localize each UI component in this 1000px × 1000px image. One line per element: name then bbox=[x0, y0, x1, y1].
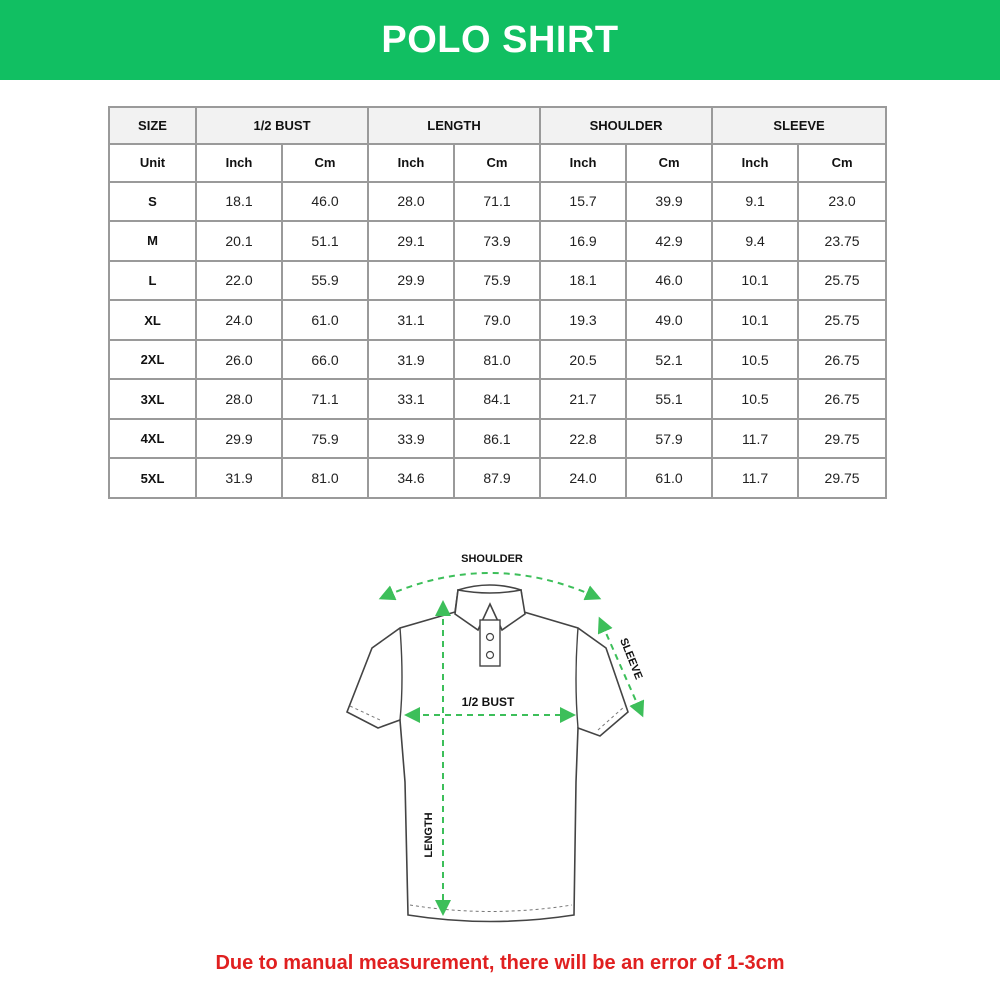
value-cell: 22.0 bbox=[196, 261, 282, 301]
value-cell: 31.9 bbox=[196, 458, 282, 498]
size-cell: M bbox=[109, 221, 196, 261]
title-banner bbox=[0, 0, 1000, 80]
value-cell: 84.1 bbox=[454, 379, 540, 419]
table-row bbox=[109, 458, 886, 498]
value-cell: 26.75 bbox=[798, 340, 886, 380]
unit-cm: Cm bbox=[454, 144, 540, 181]
value-cell: 86.1 bbox=[454, 419, 540, 459]
value-cell: 42.9 bbox=[626, 221, 712, 261]
unit-cm: Cm bbox=[626, 144, 712, 181]
value-cell: 29.1 bbox=[368, 221, 454, 261]
size-chart-table bbox=[108, 106, 887, 499]
value-cell: 75.9 bbox=[282, 419, 368, 459]
value-cell: 16.9 bbox=[540, 221, 626, 261]
value-cell: 22.8 bbox=[540, 419, 626, 459]
value-cell: 55.9 bbox=[282, 261, 368, 301]
value-cell: 29.75 bbox=[798, 419, 886, 459]
value-cell: 81.0 bbox=[282, 458, 368, 498]
value-cell: 29.75 bbox=[798, 458, 886, 498]
unit-inch: Inch bbox=[196, 144, 282, 181]
table-row bbox=[109, 182, 886, 222]
value-cell: 73.9 bbox=[454, 221, 540, 261]
button-bottom bbox=[487, 652, 494, 659]
sleeve-label: SLEEVE bbox=[617, 636, 645, 682]
value-cell: 52.1 bbox=[626, 340, 712, 380]
value-cell: 20.1 bbox=[196, 221, 282, 261]
page-title: POLO SHIRT bbox=[381, 18, 619, 61]
value-cell: 66.0 bbox=[282, 340, 368, 380]
value-cell: 10.5 bbox=[712, 379, 798, 419]
header-row bbox=[109, 107, 886, 144]
value-cell: 57.9 bbox=[626, 419, 712, 459]
value-cell: 23.75 bbox=[798, 221, 886, 261]
size-cell: 4XL bbox=[109, 419, 196, 459]
value-cell: 23.0 bbox=[798, 182, 886, 222]
header-length: LENGTH bbox=[368, 107, 540, 144]
value-cell: 15.7 bbox=[540, 182, 626, 222]
unit-row bbox=[109, 144, 886, 181]
table-row bbox=[109, 419, 886, 459]
unit-cm: Cm bbox=[798, 144, 886, 181]
value-cell: 29.9 bbox=[196, 419, 282, 459]
value-cell: 61.0 bbox=[282, 300, 368, 340]
value-cell: 81.0 bbox=[454, 340, 540, 380]
polo-shirt-icon bbox=[340, 540, 660, 930]
button-top bbox=[487, 634, 494, 641]
value-cell: 46.0 bbox=[282, 182, 368, 222]
value-cell: 55.1 bbox=[626, 379, 712, 419]
value-cell: 51.1 bbox=[282, 221, 368, 261]
length-label: LENGTH bbox=[423, 812, 435, 858]
value-cell: 61.0 bbox=[626, 458, 712, 498]
size-cell: L bbox=[109, 261, 196, 301]
unit-cm: Cm bbox=[282, 144, 368, 181]
value-cell: 71.1 bbox=[454, 182, 540, 222]
value-cell: 11.7 bbox=[712, 419, 798, 459]
value-cell: 71.1 bbox=[282, 379, 368, 419]
table-row bbox=[109, 261, 886, 301]
unit-inch: Inch bbox=[368, 144, 454, 181]
header-bust: 1/2 BUST bbox=[196, 107, 368, 144]
table-row bbox=[109, 221, 886, 261]
value-cell: 25.75 bbox=[798, 261, 886, 301]
table-row bbox=[109, 340, 886, 380]
value-cell: 21.7 bbox=[540, 379, 626, 419]
size-cell: 5XL bbox=[109, 458, 196, 498]
value-cell: 29.9 bbox=[368, 261, 454, 301]
header-size: SIZE bbox=[109, 107, 196, 144]
bust-label: 1/2 BUST bbox=[461, 695, 515, 709]
value-cell: 79.0 bbox=[454, 300, 540, 340]
value-cell: 20.5 bbox=[540, 340, 626, 380]
value-cell: 26.0 bbox=[196, 340, 282, 380]
value-cell: 49.0 bbox=[626, 300, 712, 340]
value-cell: 75.9 bbox=[454, 261, 540, 301]
value-cell: 28.0 bbox=[368, 182, 454, 222]
size-cell: 3XL bbox=[109, 379, 196, 419]
value-cell: 10.1 bbox=[712, 261, 798, 301]
value-cell: 19.3 bbox=[540, 300, 626, 340]
value-cell: 33.1 bbox=[368, 379, 454, 419]
size-cell: XL bbox=[109, 300, 196, 340]
unit-inch: Inch bbox=[540, 144, 626, 181]
value-cell: 87.9 bbox=[454, 458, 540, 498]
value-cell: 9.4 bbox=[712, 221, 798, 261]
value-cell: 28.0 bbox=[196, 379, 282, 419]
value-cell: 10.5 bbox=[712, 340, 798, 380]
size-cell: S bbox=[109, 182, 196, 222]
size-cell: 2XL bbox=[109, 340, 196, 380]
unit-inch: Inch bbox=[712, 144, 798, 181]
measurement-note: Due to manual measurement, there will be an error of 1-3cm bbox=[215, 952, 785, 974]
value-cell: 25.75 bbox=[798, 300, 886, 340]
unit-label: Unit bbox=[109, 144, 196, 181]
value-cell: 46.0 bbox=[626, 261, 712, 301]
value-cell: 10.1 bbox=[712, 300, 798, 340]
table-row bbox=[109, 300, 886, 340]
header-sleeve: SLEEVE bbox=[712, 107, 886, 144]
table-row bbox=[109, 379, 886, 419]
value-cell: 31.1 bbox=[368, 300, 454, 340]
value-cell: 18.1 bbox=[196, 182, 282, 222]
value-cell: 9.1 bbox=[712, 182, 798, 222]
header-shoulder: SHOULDER bbox=[540, 107, 712, 144]
value-cell: 26.75 bbox=[798, 379, 886, 419]
value-cell: 31.9 bbox=[368, 340, 454, 380]
value-cell: 33.9 bbox=[368, 419, 454, 459]
value-cell: 11.7 bbox=[712, 458, 798, 498]
value-cell: 24.0 bbox=[196, 300, 282, 340]
value-cell: 39.9 bbox=[626, 182, 712, 222]
value-cell: 24.0 bbox=[540, 458, 626, 498]
value-cell: 34.6 bbox=[368, 458, 454, 498]
value-cell: 18.1 bbox=[540, 261, 626, 301]
shoulder-label: SHOULDER bbox=[461, 553, 523, 565]
